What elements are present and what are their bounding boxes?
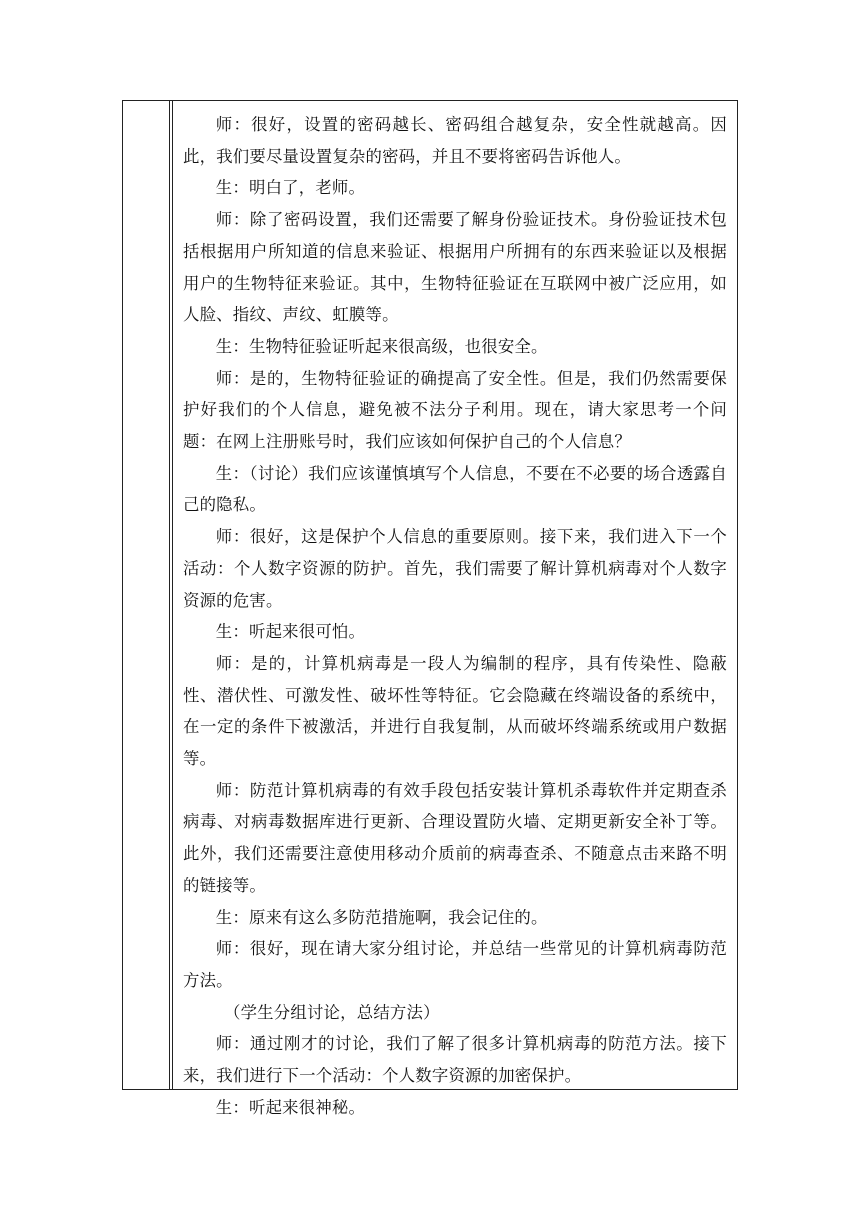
dialogue-paragraph: 师：是的，计算机病毒是一段人为编制的程序，具有传染性、隐蔽性、潜伏性、可激发性、破坏性等特征。它会隐藏在终端设备的系统中，在一定的条件下被激活，并进行自我复制，从而破坏终端系统或用户数据等。 xyxy=(183,653,727,769)
stage-direction: （学生分组讨论，总结方法） xyxy=(224,1002,440,1022)
dialogue-paragraph: 生：明白了，老师。 xyxy=(215,178,366,198)
dialogue-paragraph: 师：通过刚才的讨论，我们了解了很多计算机病毒的防范方法。接下来，我们进行下一个活动：个人数字资源的加密保护。 xyxy=(183,1034,727,1086)
table-left-column xyxy=(123,101,173,1089)
dialogue-paragraph: 师：很好，现在请大家分组讨论，并总结一些常见的计算机病毒防范方法。 xyxy=(183,939,727,990)
lesson-table xyxy=(122,100,738,1117)
dialogue-paragraph: 生：（讨论）我们应该谨慎填写个人信息，不要在不必要的场合透露自己的隐私。 xyxy=(183,463,727,515)
dialogue-paragraph: 生：听起来很神秘。 xyxy=(215,1097,366,1117)
dialogue-paragraph: 生：原来有这么多防范措施啊，我会记住的。 xyxy=(215,907,548,927)
dialogue-paragraph: 生：听起来很可怕。 xyxy=(215,622,366,642)
dialogue-paragraph: 师：是的，生物特征验证的确提高了安全性。但是，我们仍然需要保护好我们的个人信息，避免被不法分子利用。现在，请大家思考一个问题：在网上注册账号时，我们应该如何保护自己的个人信息？ xyxy=(183,368,727,452)
dialogue-paragraph: 师：防范计算机病毒的有效手段包括安装计算机杀毒软件并定期查杀病毒、对病毒数据库进行更新、合理设置防火墙、定期更新安全补丁等。此外，我们还需要注意使用移动介质前的病毒查杀、不随意点击来路不明的链接等。 xyxy=(183,780,727,895)
dialogue-paragraph: 师：除了密码设置，我们还需要了解身份验证技术。身份验证技术包括根据用户所知道的信息来验证、根据用户所拥有的东西来验证以及根据用户的生物特征来验证。其中，生物特征验证在互联网中被广泛应用，如人脸、指纹、声纹、虹膜等。 xyxy=(183,210,727,325)
dialogue-paragraph: 生：生物特征验证听起来很高级，也很安全。 xyxy=(215,336,548,356)
table-content-cell xyxy=(173,101,737,1117)
dialogue-paragraph: 师：很好，这是保护个人信息的重要原则。接下来，我们进入下一个活动：个人数字资源的防护。首先，我们需要了解计算机病毒对个人数字资源的危害。 xyxy=(183,527,727,610)
dialogue-paragraph: 师：很好，设置的密码越长、密码组合越复杂，安全性就越高。因此，我们要尽量设置复杂的密码，并且不要将密码告诉他人。 xyxy=(183,115,727,166)
